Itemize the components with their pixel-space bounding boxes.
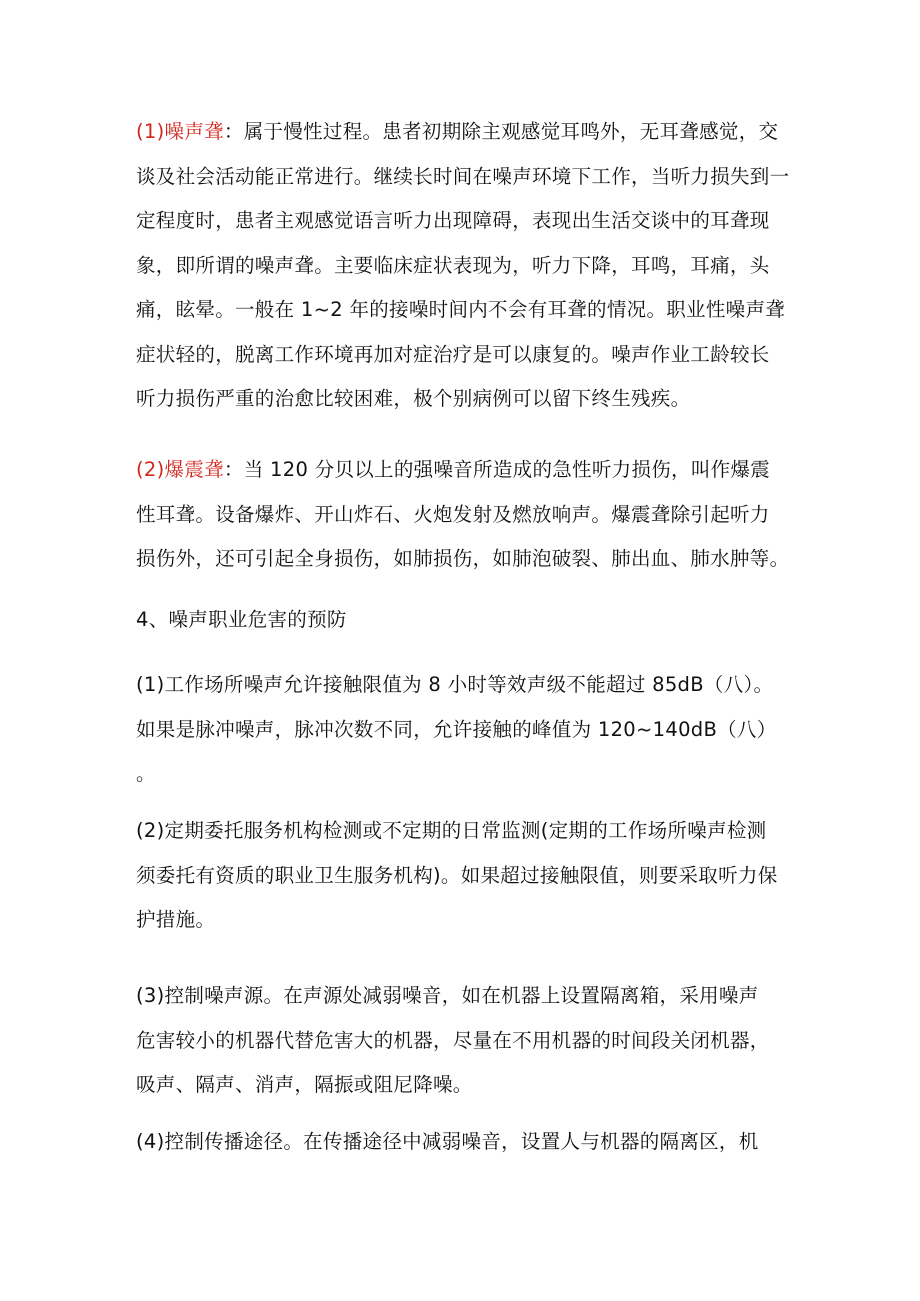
- paragraph-blast-deafness: [136, 448, 806, 582]
- paragraph-line: 如果是脉冲噪声，脉冲次数不同，允许接触的峰值为 120~140dB（八）: [136, 717, 777, 741]
- paragraph-line: 危害较小的机器代替危害大的机器，尽量在不用机器的时间段关闭机器，: [136, 1028, 770, 1052]
- paragraph-line: 护措施。: [136, 908, 216, 931]
- paragraph-line: (1)噪声聋：属于慢性过程。患者初期除主观感觉耳鸣外，无耳聋感觉，交: [136, 120, 779, 143]
- paragraph-line: 。: [136, 762, 156, 785]
- paragraph-line: 损伤外，还可引起全身损伤，如肺损伤，如肺泡破裂、肺出血、肺水肿等。: [136, 547, 790, 570]
- term-colon: ：: [223, 120, 244, 143]
- term-colon: ：: [223, 458, 244, 481]
- paragraph-line: 痛，眩晕。一般在 1~2 年的接噪时间内不会有耳聋的情况。职业性噪声聋: [136, 298, 786, 321]
- prevention-item-4: [136, 1120, 806, 1165]
- paragraph-noise-deafness: [136, 110, 806, 422]
- prevention-item-1: [136, 663, 806, 797]
- paragraph-line: 定程度时，患者主观感觉语言听力出现障碍，表现出生活交谈中的耳聋现: [136, 209, 770, 232]
- paragraph-line: (4)控制传播途径。在传播途径中减弱噪音，设置人与机器的隔离区，机: [136, 1130, 759, 1153]
- term-label: (2)爆震聋: [136, 458, 224, 481]
- prevention-item-3: [136, 974, 806, 1108]
- paragraph-line: 象，即所谓的噪声聋。主要临床症状表现为，听力下降，耳鸣，耳痛，头: [136, 253, 770, 277]
- prevention-item-2: [136, 809, 806, 943]
- paragraph-line: (2)爆震聋：当 120 分贝以上的强噪音所造成的急性听力损伤，叫作爆震: [136, 458, 771, 481]
- paragraph-line: (1)工作场所噪声允许接触限值为 8 小时等效声级不能超过 85dB（八）。: [136, 673, 774, 696]
- paragraph-line: 须委托有资质的职业卫生服务机构)。如果超过接触限值，则要采取听力保: [136, 863, 778, 887]
- paragraph-line: 听力损伤严重的治愈比较困难，极个别病例可以留下终生残疾。: [136, 387, 691, 410]
- term-label: (1)噪声聋: [136, 120, 224, 143]
- section-heading: 4、噪声职业危害的预防: [136, 608, 347, 631]
- paragraph-line: 症状轻的，脱离工作环境再加对症治疗是可以康复的。噪声作业工龄较长: [136, 342, 770, 366]
- paragraph-line: (2)定期委托服务机构检测或不定期的日常监测(定期的工作场所噪声检测: [136, 819, 767, 842]
- paragraph-line: 性耳聋。设备爆炸、开山炸石、火炮发射及燃放响声。爆震聋除引起听力: [136, 502, 770, 526]
- paragraph-line: 谈及社会活动能正常进行。继续长时间在噪声环境下工作，当听力损失到一: [136, 164, 790, 188]
- paragraph-line: 吸声、隔声、消声，隔振或阻尼降噪。: [136, 1073, 473, 1096]
- paragraph-line: (3)控制噪声源。在声源处减弱噪音，如在机器上设置隔离箱，采用噪声: [136, 984, 759, 1007]
